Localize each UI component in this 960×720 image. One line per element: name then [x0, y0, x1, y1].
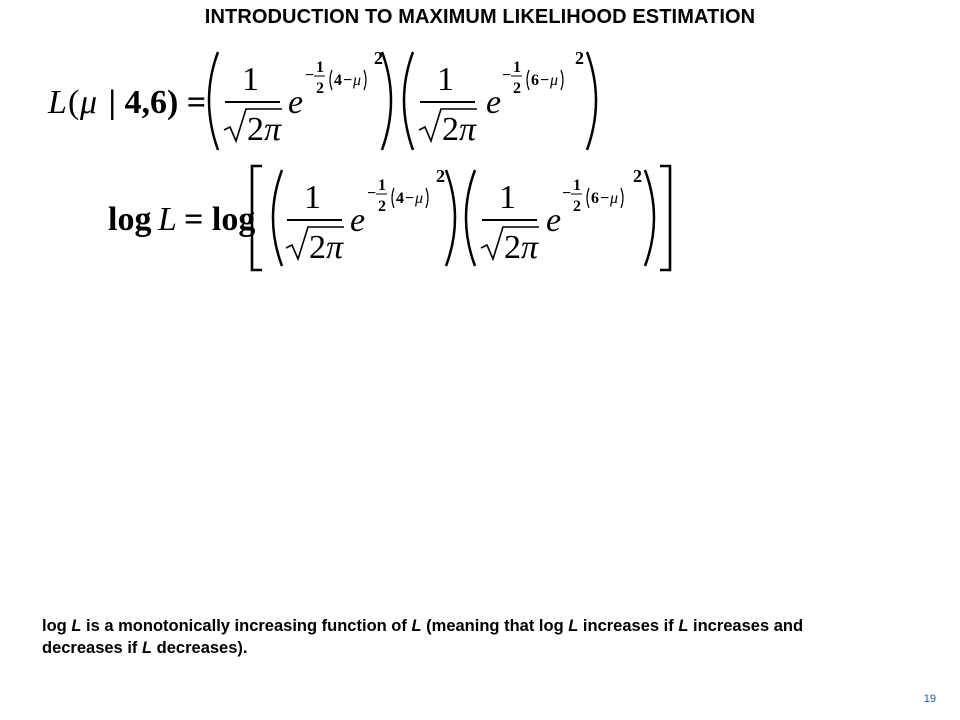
- caption-part-4: increases if: [578, 617, 679, 635]
- eq2-f1-exp-mu: μ: [415, 190, 424, 207]
- eq2-f2-exp-mu: μ: [610, 190, 619, 207]
- eq2-f1-numerator: 1: [304, 179, 321, 216]
- eq1-f1-radical-body: 2: [247, 111, 264, 148]
- caption-part-1: log: [42, 617, 72, 635]
- eq1-lhs-rest: | 4,6) =: [100, 84, 207, 121]
- eq1-lhs-open: (: [68, 84, 80, 121]
- eq2-f1-exp-minus: −: [405, 190, 415, 207]
- eq2-f2-exp-close: [621, 188, 623, 208]
- caption-italic-L-1: L: [71, 617, 82, 635]
- eq2-f2-right-paren: [645, 170, 654, 266]
- eq1-f2-numerator: 1: [437, 61, 454, 98]
- log-likelihood-equation: [108, 166, 670, 270]
- eq2-f2-exp-sign: −: [562, 185, 572, 202]
- eq1-f1-numerator: 1: [242, 61, 259, 98]
- eq1-f1-exp-value: 4: [334, 72, 342, 89]
- eq2-f1-exp-close: [426, 188, 428, 208]
- eq1-f1-exp-den: 2: [316, 80, 324, 97]
- eq1-f2-radical-body: 2: [442, 111, 459, 148]
- eq2-equals-log: = log: [184, 201, 256, 238]
- caption-italic-L-2: L: [411, 617, 422, 635]
- eq1-f1-exp-mu: μ: [353, 72, 362, 89]
- eq2-right-bracket: [660, 166, 670, 270]
- eq2-f2-exp-num: 1: [573, 177, 581, 194]
- eq2-factor-2: [466, 166, 654, 266]
- eq2-f2-left-paren: [466, 170, 475, 266]
- eq2-f1-right-paren: [446, 170, 455, 266]
- eq2-f1-power: 2: [436, 166, 445, 186]
- eq2-f2-exp-value: 6: [591, 190, 599, 207]
- eq1-f2-exp-value: 6: [531, 72, 539, 89]
- eq1-f2-pi: π: [459, 111, 477, 148]
- eq2-f2-pi: π: [521, 229, 539, 266]
- caption-italic-L-4: L: [678, 617, 689, 635]
- likelihood-equation: [47, 48, 596, 150]
- eq1-f1-right-paren: [382, 52, 391, 150]
- eq2-f2-exp-den: 2: [573, 198, 581, 215]
- eq2-f2-numerator: 1: [499, 179, 516, 216]
- eq1-f2-exp-sign: −: [502, 67, 512, 84]
- slide-title: INTRODUCTION TO MAXIMUM LIKELIHOOD ESTIMATION: [204, 6, 756, 28]
- eq2-factor-1: [273, 166, 455, 266]
- eq2-f2-radical-body: 2: [504, 229, 521, 266]
- eq1-f1-exp-minus: −: [343, 72, 353, 89]
- eq1-lhs-L: L: [48, 84, 67, 121]
- eq2-f1-exp-den: 2: [378, 198, 386, 215]
- eq1-f1-exp-close: [364, 70, 366, 90]
- eq1-factor-2: [404, 48, 596, 150]
- caption-part-3: (meaning that log: [421, 617, 569, 635]
- eq1-f2-exp-mu: μ: [550, 72, 559, 89]
- eq2-lhs-log: log: [108, 201, 152, 238]
- eq2-f1-radical-body: 2: [309, 229, 326, 266]
- eq1-factor-1: [209, 48, 391, 150]
- eq2-f1-pi: π: [326, 229, 344, 266]
- page-number: 19: [923, 693, 936, 705]
- eq2-f1-exp-sign: −: [367, 185, 377, 202]
- eq2-f1-exp-value: 4: [396, 190, 404, 207]
- eq1-f1-power: 2: [374, 48, 383, 68]
- eq2-f2-exp-open: [587, 188, 589, 208]
- eq2-f1-exp-num: 1: [378, 177, 386, 194]
- eq1-f2-exp-open: [527, 70, 529, 90]
- eq2-f1-left-paren: [273, 170, 282, 266]
- caption-part-5: increases and decreases if: [42, 617, 804, 657]
- eq1-f2-exp-close: [561, 70, 563, 90]
- eq1-f1-exp-open: [330, 70, 332, 90]
- eq1-f1-e: e: [288, 84, 304, 121]
- eq1-f2-exp-num: 1: [513, 59, 521, 76]
- eq1-f2-exp-minus: −: [540, 72, 550, 89]
- eq2-f2-e: e: [546, 202, 562, 239]
- eq1-f2-left-paren: [404, 52, 413, 150]
- eq1-f1-exp-sign: −: [305, 67, 315, 84]
- caption-italic-L-5: L: [141, 639, 153, 657]
- eq2-lhs-L: L: [158, 201, 177, 238]
- caption-part-6: decreases).: [152, 639, 248, 657]
- eq1-f2-exp-den: 2: [513, 80, 521, 97]
- eq1-f2-power: 2: [575, 48, 584, 68]
- eq2-f2-exp-minus: −: [600, 190, 610, 207]
- eq2-f1-exp-open: [392, 188, 394, 208]
- eq2-f2-power: 2: [633, 166, 642, 186]
- eq1-lhs-mu: μ: [80, 84, 98, 121]
- eq1-f1-left-paren: [209, 52, 218, 150]
- eq1-f1-exp-num: 1: [316, 59, 324, 76]
- eq1-f2-e: e: [486, 84, 502, 121]
- explanation-text: [42, 615, 862, 659]
- eq1-f2-right-paren: [587, 52, 596, 150]
- eq2-f1-e: e: [350, 202, 366, 239]
- caption-italic-L-3: L: [568, 617, 579, 635]
- caption-part-2: is a monotonically increasing function of: [81, 617, 412, 635]
- eq1-f1-pi: π: [264, 111, 282, 148]
